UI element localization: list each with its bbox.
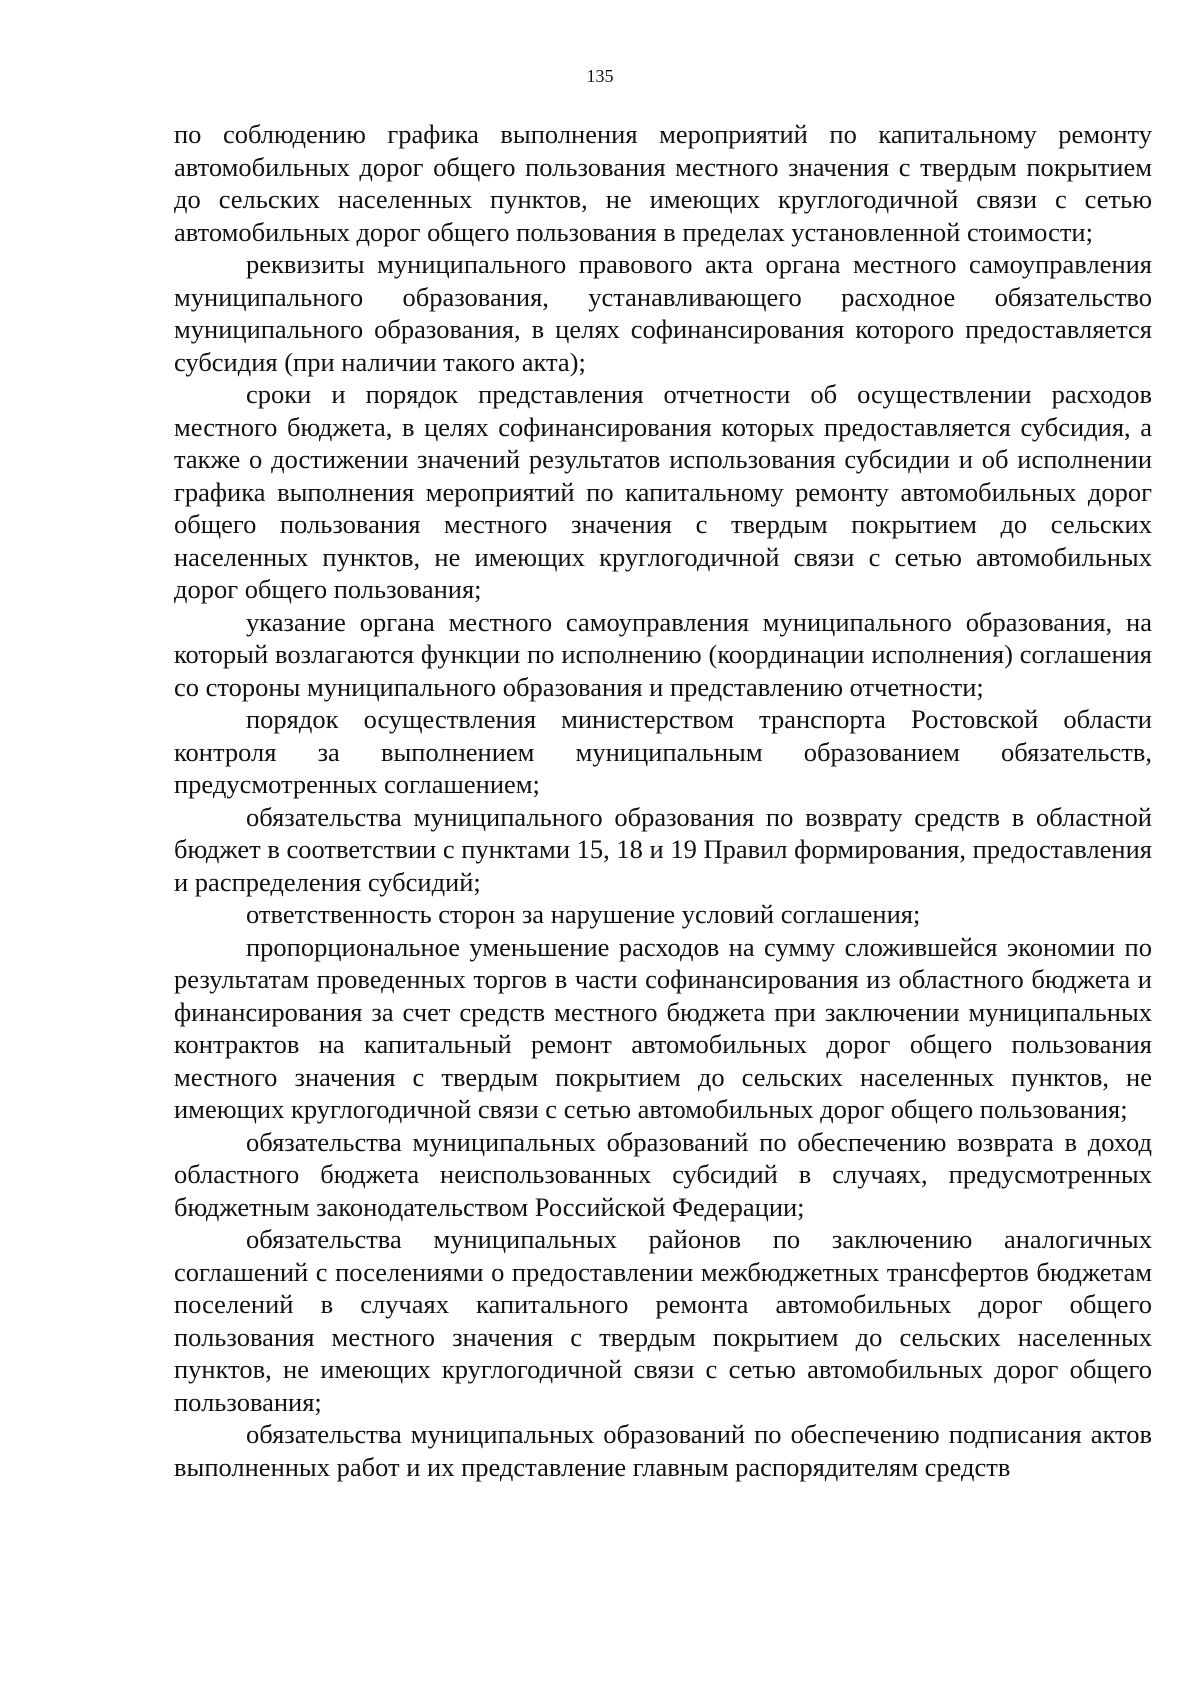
body-text <box>174 118 1152 1483</box>
paragraph-reporting-terms: сроки и порядок представления отчетности об осуществлении расходов местного бюджета, в целях софинансирования которых предоставляется субсидия, а также о достижении значений результатов использования субсидии и об исполнении графика выполнения мероприятий по капитальному ремонту автомобильных дорог общего пользования местного значения с твердым покрытием до сельских населенных пунктов, не имеющих круглогодичной связи с сетью автомобильных дорог общего пользования; <box>174 379 1152 604</box>
page-number: 135 <box>586 66 614 86</box>
paragraph-control-procedure: порядок осуществления министерством транспорта Ростовской области контроля за выполнением муниципальным образованием обязательств, предусмотренных соглашением; <box>174 704 1152 799</box>
paragraph-refund-obligations: обязательства муниципального образования по возврату средств в областной бюджет в соответствии с пунктами 15, 18 и 19 Правил формирования, предоставления и распределения субсидий; <box>174 801 1152 897</box>
paragraph-continuation: по соблюдению графика выполнения мероприятий по капитальному ремонту автомобильных дорог общего пользования местного значения с твердым покрытием до сельских населенных пунктов, не имеющих круглогодичной связи с сетью автомобильных дорог общего пользования в пределах установленной стоимости; <box>174 119 1152 247</box>
paragraph-requisites: реквизиты муниципального правового акта органа местного самоуправления муниципального образования, устанавливающего расходное обязательство муниципального образования, в целях софинансирования которого предоставляется субсидия (при наличии такого акта); <box>174 249 1152 377</box>
paragraph-unused-subsidies: обязательства муниципальных образований по обеспечению возврата в доход областного бюджета неиспользованных субсидий в случаях, предусмотренных бюджетным законодательством Российской Федерации; <box>174 1126 1152 1222</box>
paragraph-district-agreements: обязательства муниципальных районов по заключению аналогичных соглашений с поселениями о предоставлении межбюджетных трансфертов бюджетам поселений в случаях капитального ремонта автомобильных дорог общего пользования местного значения с твердым покрытием до сельских населенных пунктов, не имеющих круглогодичной связи с сетью автомобильных дорог общего пользования; <box>174 1224 1152 1417</box>
paragraph-proportional-reduction: пропорциональное уменьшение расходов на сумму сложившейся экономии по результатам проведенных торгов в части софинансирования из областного бюджета и финансирования за счет средств местного бюджета при заключении муниципальных контрактов на капитальный ремонт автомобильных дорог общего пользования местного значения с твердым покрытием до сельских населенных пунктов, не имеющих круглогодичной связи с сетью автомобильных дорог общего пользования; <box>174 931 1152 1124</box>
paragraph-acts-signing: обязательства муниципальных образований по обеспечению подписания актов выполненных работ и их представление главным распорядителям средств <box>174 1419 1152 1482</box>
paragraph-responsible-body: указание органа местного самоуправления муниципального образования, на который возлагаются функции по исполнению (координации исполнения) соглашения со стороны муниципального образования и представлению отчетности; <box>174 606 1152 702</box>
paragraph-liability: ответственность сторон за нарушение условий соглашения; <box>246 899 921 929</box>
